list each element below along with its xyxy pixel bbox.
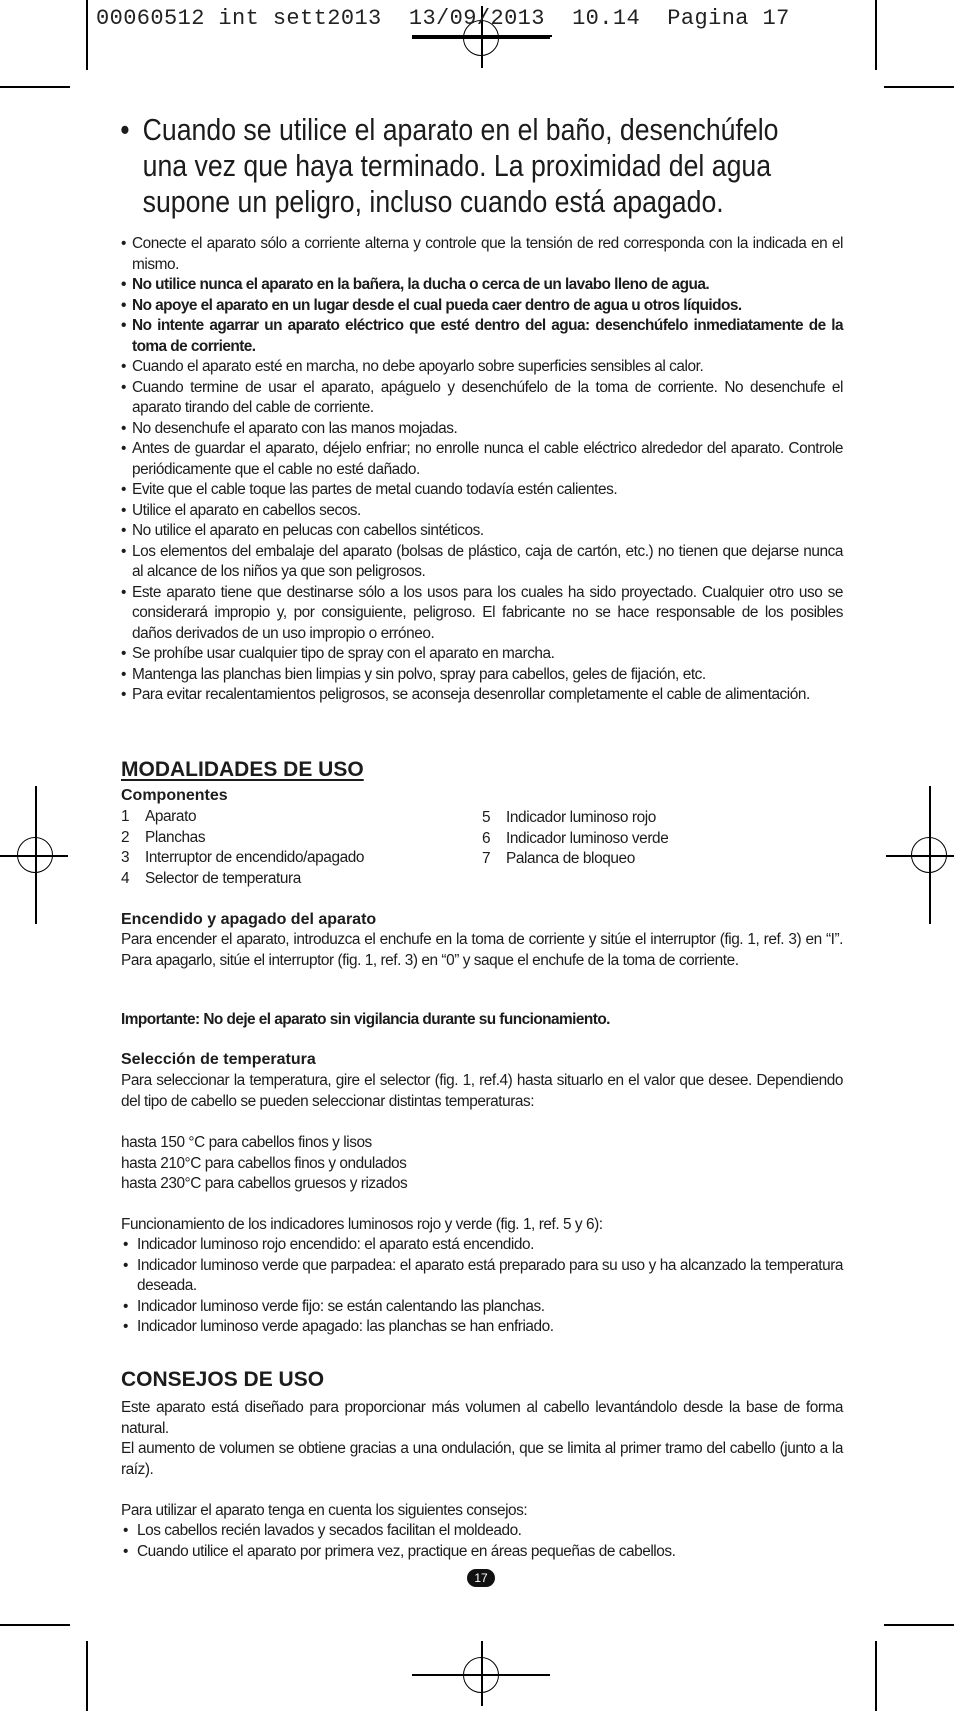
components-title: Componentes	[121, 787, 228, 804]
safety-item: • Evite que el cable toque las partes de metal cuando todavía estén calientes.	[121, 480, 843, 501]
light-item: • Indicador luminoso verde fijo: se están calentando las planchas.	[121, 1297, 843, 1318]
component-item: 7 Palanca de bloqueo	[482, 850, 635, 867]
safety-item: • No apoye el aparato en un lugar desde el cual pueda caer dentro de agua u otros líquidos.	[121, 296, 843, 317]
registration-mark	[929, 786, 931, 924]
light-item: • Indicador luminoso rojo encendido: el aparato está encendido.	[121, 1235, 843, 1256]
component-item: 3 Interruptor de encendido/apagado	[121, 849, 365, 866]
large-warning-line: una vez que haya terminado. La proximidad del agua	[142, 148, 772, 183]
component-item: 1 Aparato	[121, 808, 197, 825]
temperature-text: Para seleccionar la temperatura, gire el selector (fig. 1, ref.4) hasta situarlo en el valor que desee. Dependiendo del tipo de cabello se pueden seleccionar distintas temperaturas:	[121, 1072, 843, 1110]
safety-item: • Este aparato tiene que destinarse sólo a los usos para los cuales ha sido proyectado. Cualquier otro uso se considerará impropio y, por consiguiente, peligroso. El fabricante no se hace responsable de los posibles daños derivados de un uso impropio o erróneo.	[121, 583, 843, 645]
registration-mark	[35, 786, 37, 924]
page-number: 17	[467, 1569, 495, 1587]
onoff-text: Para encender el aparato, introduzca el enchufe en la toma de corriente y sitúe el interruptor (fig. 1, ref. 3) en “I”. Para apagarlo, sitúe el interruptor (fig. 1, ref. 3) en “0” y saque el enchufe de la toma de corriente.	[121, 931, 843, 969]
crop-mark	[86, 1641, 88, 1711]
component-item: 2 Planchas	[121, 828, 206, 846]
safety-item: • Cuando termine de usar el aparato, apáguelo y desenchúfelo de la toma de corriente. No desenchufe el aparato tirando del cable de corriente.	[121, 378, 843, 419]
safety-list	[121, 234, 843, 706]
crop-mark	[884, 86, 954, 88]
section-title-tips: CONSEJOS DE USO	[121, 1368, 325, 1391]
tips-list	[121, 1521, 843, 1562]
print-slug: 00060512 int sett2013 13/09/2013 10.14 Pagina 17	[96, 6, 790, 31]
registration-mark	[481, 1641, 483, 1706]
tips-paragraph: Este aparato está diseñado para proporcionar más volumen al cabello levantándolo desde la base de forma natural.	[121, 1399, 843, 1437]
lights-intro: Funcionamiento de los indicadores luminosos rojo y verde (fig. 1, ref. 5 y 6):	[121, 1216, 603, 1233]
registration-mark	[0, 855, 68, 857]
temperature-item: hasta 210°C para cabellos finos y ondulados	[121, 1154, 407, 1172]
safety-item: • Los elementos del embalaje del aparato (bolsas de plástico, caja de cartón, etc.) no tienen que dejarse nunca al alcance de los niños ya que son peligrosos.	[121, 542, 843, 583]
components-list-right	[482, 808, 668, 870]
safety-item: • No utilice el aparato en pelucas con cabellos sintéticos.	[121, 521, 843, 542]
large-warning-line: Cuando se utilice el aparato en el baño, desenchúfelo	[142, 112, 779, 147]
bullet-icon: •	[120, 112, 130, 147]
safety-item: • No utilice nunca el aparato en la bañera, la ducha o cerca de un lavabo lleno de agua.	[121, 275, 843, 296]
tip-item: • Los cabellos recién lavados y secados facilitan el moldeado.	[121, 1521, 843, 1542]
temperature-list	[121, 1133, 843, 1195]
safety-item: • Antes de guardar el aparato, déjelo enfriar; no enrolle nunca el cable eléctrico alrededor del aparato. Controle periódicamente que el cable no esté dañado.	[121, 439, 843, 480]
onoff-title: Encendido y apagado del aparato	[121, 911, 377, 928]
safety-item: • Se prohíbe usar cualquier tipo de spray con el aparato en marcha.	[121, 644, 843, 665]
crop-mark	[875, 0, 877, 70]
safety-item: • Conecte el aparato sólo a corriente alterna y controle que la tensión de red corresponda con la indicada en el mismo.	[121, 234, 843, 275]
component-item: 5 Indicador luminoso rojo	[482, 809, 656, 826]
safety-item: • Para evitar recalentamientos peligrosos, se aconseja desenrollar completamente el cable de alimentación.	[121, 685, 843, 706]
safety-item: • Utilice el aparato en cabellos secos.	[121, 501, 843, 522]
light-item: • Indicador luminoso verde apagado: las planchas se han enfriado.	[121, 1317, 843, 1338]
crop-mark	[884, 1624, 954, 1626]
crop-mark	[86, 0, 88, 70]
component-item: 6 Indicador luminoso verde	[482, 829, 669, 847]
safety-item: • No desenchufe el aparato con las manos mojadas.	[121, 419, 843, 440]
crop-mark	[0, 86, 70, 88]
tips-paragraph: El aumento de volumen se obtiene gracias a una ondulación, que se limita al primer tramo del cabello (junto a la raíz).	[121, 1440, 843, 1478]
crop-mark	[0, 1624, 70, 1626]
registration-mark	[886, 855, 954, 857]
lights-list	[121, 1235, 843, 1338]
slug-underline	[412, 35, 552, 37]
temperature-item: hasta 230°C para cabellos gruesos y rizados	[121, 1175, 408, 1192]
light-item: • Indicador luminoso verde que parpadea: el aparato está preparado para su uso y ha alcanzado la temperatura deseada.	[121, 1256, 843, 1297]
large-warning-line: supone un peligro, incluso cuando está apagado.	[142, 184, 724, 219]
tips-intro: Para utilizar el aparato tenga en cuenta los siguientes consejos:	[121, 1502, 528, 1519]
section-title-usage: MODALIDADES DE USO	[121, 758, 364, 781]
safety-item: • Mantenga las planchas bien limpias y sin polvo, spray para cabellos, geles de fijación, etc.	[121, 665, 843, 686]
components-list-left	[121, 807, 364, 889]
temperature-title: Selección de temperatura	[121, 1051, 316, 1068]
safety-item: • No intente agarrar un aparato eléctrico que esté dentro del agua: desenchúfelo inmediatamente de la toma de corriente.	[121, 316, 843, 357]
large-warning	[122, 112, 853, 220]
tip-item: • Cuando utilice el aparato por primera vez, practique en áreas pequeñas de cabellos.	[121, 1542, 843, 1563]
safety-item: • Cuando el aparato esté en marcha, no debe apoyarlo sobre superficies sensibles al calor.	[121, 357, 843, 378]
component-item: 4 Selector de temperatura	[121, 869, 301, 887]
important-note: Importante: No deje el aparato sin vigilancia durante su funcionamiento.	[121, 1011, 610, 1028]
crop-mark	[875, 1641, 877, 1711]
temperature-item: hasta 150 °C para cabellos finos y lisos	[121, 1134, 372, 1151]
